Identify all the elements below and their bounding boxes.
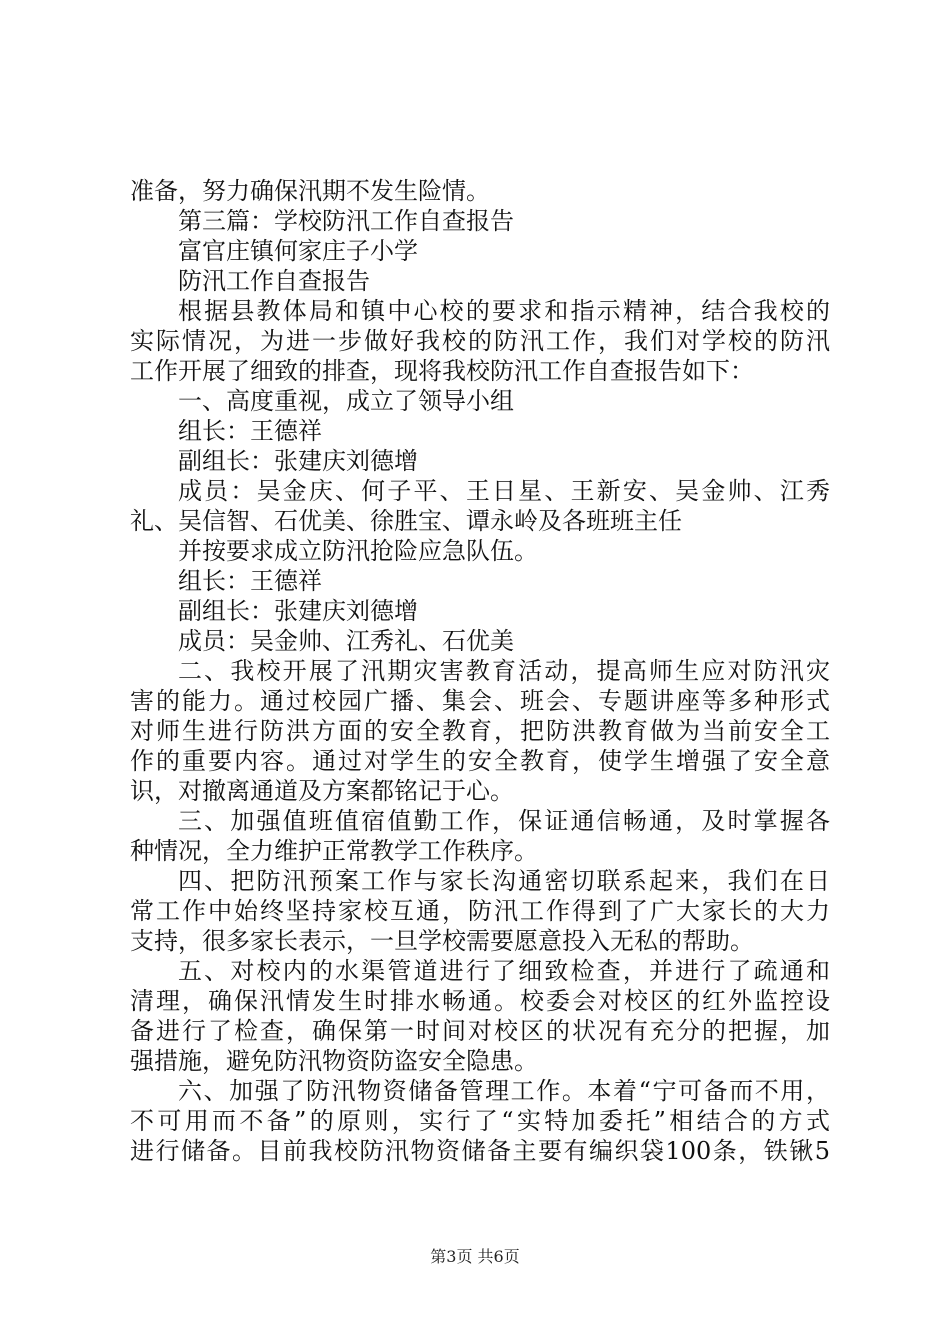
text-line: 备进行了检查，确保第一时间对校区的状况有充分的把握，加 bbox=[130, 1017, 830, 1045]
text-line: 支持，很多家长表示，一旦学校需要愿意投入无私的帮助。 bbox=[130, 927, 754, 955]
text-line: 工作开展了细致的排查，现将我校防汛工作自查报告如下： bbox=[130, 357, 754, 385]
text-line: 防汛工作自查报告 bbox=[178, 267, 370, 295]
text-line: 第三篇：学校防汛工作自查报告 bbox=[178, 207, 514, 235]
text-line: 作的重要内容。通过对学生的安全教育，使学生增强了安全意 bbox=[130, 747, 830, 775]
text-line: 实际情况，为进一步做好我校的防汛工作，我们对学校的防汛 bbox=[130, 327, 830, 355]
document-body bbox=[130, 176, 830, 1166]
text-line: 五、对校内的水渠管道进行了细致检查，并进行了疏通和 bbox=[178, 957, 830, 985]
text-line: 清理，确保汛情发生时排水畅通。校委会对校区的红外监控设 bbox=[130, 987, 830, 1015]
text-line: 种情况，全力维护正常教学工作秩序。 bbox=[130, 837, 538, 865]
page-footer: 第3页 共6页 bbox=[430, 1247, 520, 1266]
text-line: 并按要求成立防汛抢险应急队伍。 bbox=[178, 537, 538, 565]
text-line: 二、我校开展了汛期灾害教育活动，提高师生应对防汛灾 bbox=[178, 657, 830, 685]
text-line: 三、加强值班值宿值勤工作，保证通信畅通，及时掌握各 bbox=[178, 807, 830, 835]
text-line: 识，对撤离通道及方案都铭记于心。 bbox=[130, 777, 514, 805]
text-line: 强措施，避免防汛物资防盗安全隐患。 bbox=[130, 1047, 538, 1075]
text-line: 组长：王德祥 bbox=[178, 417, 322, 445]
text-line: 害的能力。通过校园广播、集会、班会、专题讲座等多种形式 bbox=[130, 687, 830, 715]
text-line: 四、把防汛预案工作与家长沟通密切联系起来，我们在日 bbox=[178, 867, 830, 895]
text-line: 成员：吴金帅、江秀礼、石优美 bbox=[178, 627, 514, 655]
text-line: 准备，努力确保汛期不发生险情。 bbox=[130, 177, 490, 205]
text-line: 一、高度重视，成立了领导小组 bbox=[178, 387, 514, 415]
text-line: 组长：王德祥 bbox=[178, 567, 322, 595]
text-line: 副组长：张建庆刘德增 bbox=[178, 447, 418, 475]
text-line: 礼、吴信智、石优美、徐胜宝、谭永岭及各班班主任 bbox=[130, 507, 682, 535]
text-line: 副组长：张建庆刘德增 bbox=[178, 597, 418, 625]
text-line: 不可用而不备”的原则，实行了“实特加委托”相结合的方式 bbox=[130, 1107, 830, 1135]
text-line: 进行储备。目前我校防汛物资储备主要有编织袋100条，铁锹5 bbox=[130, 1137, 830, 1165]
text-line: 成员：吴金庆、何子平、王日星、王新安、吴金帅、江秀 bbox=[178, 477, 830, 505]
text-line: 六、加强了防汛物资储备管理工作。本着“宁可备而不用， bbox=[178, 1077, 830, 1105]
text-line: 常工作中始终坚持家校互通，防汛工作得到了广大家长的大力 bbox=[130, 897, 830, 925]
text-line: 富官庄镇何家庄子小学 bbox=[178, 237, 418, 265]
text-line: 根据县教体局和镇中心校的要求和指示精神，结合我校的 bbox=[178, 297, 830, 325]
text-line: 对师生进行防洪方面的安全教育，把防洪教育做为当前安全工 bbox=[130, 717, 830, 745]
